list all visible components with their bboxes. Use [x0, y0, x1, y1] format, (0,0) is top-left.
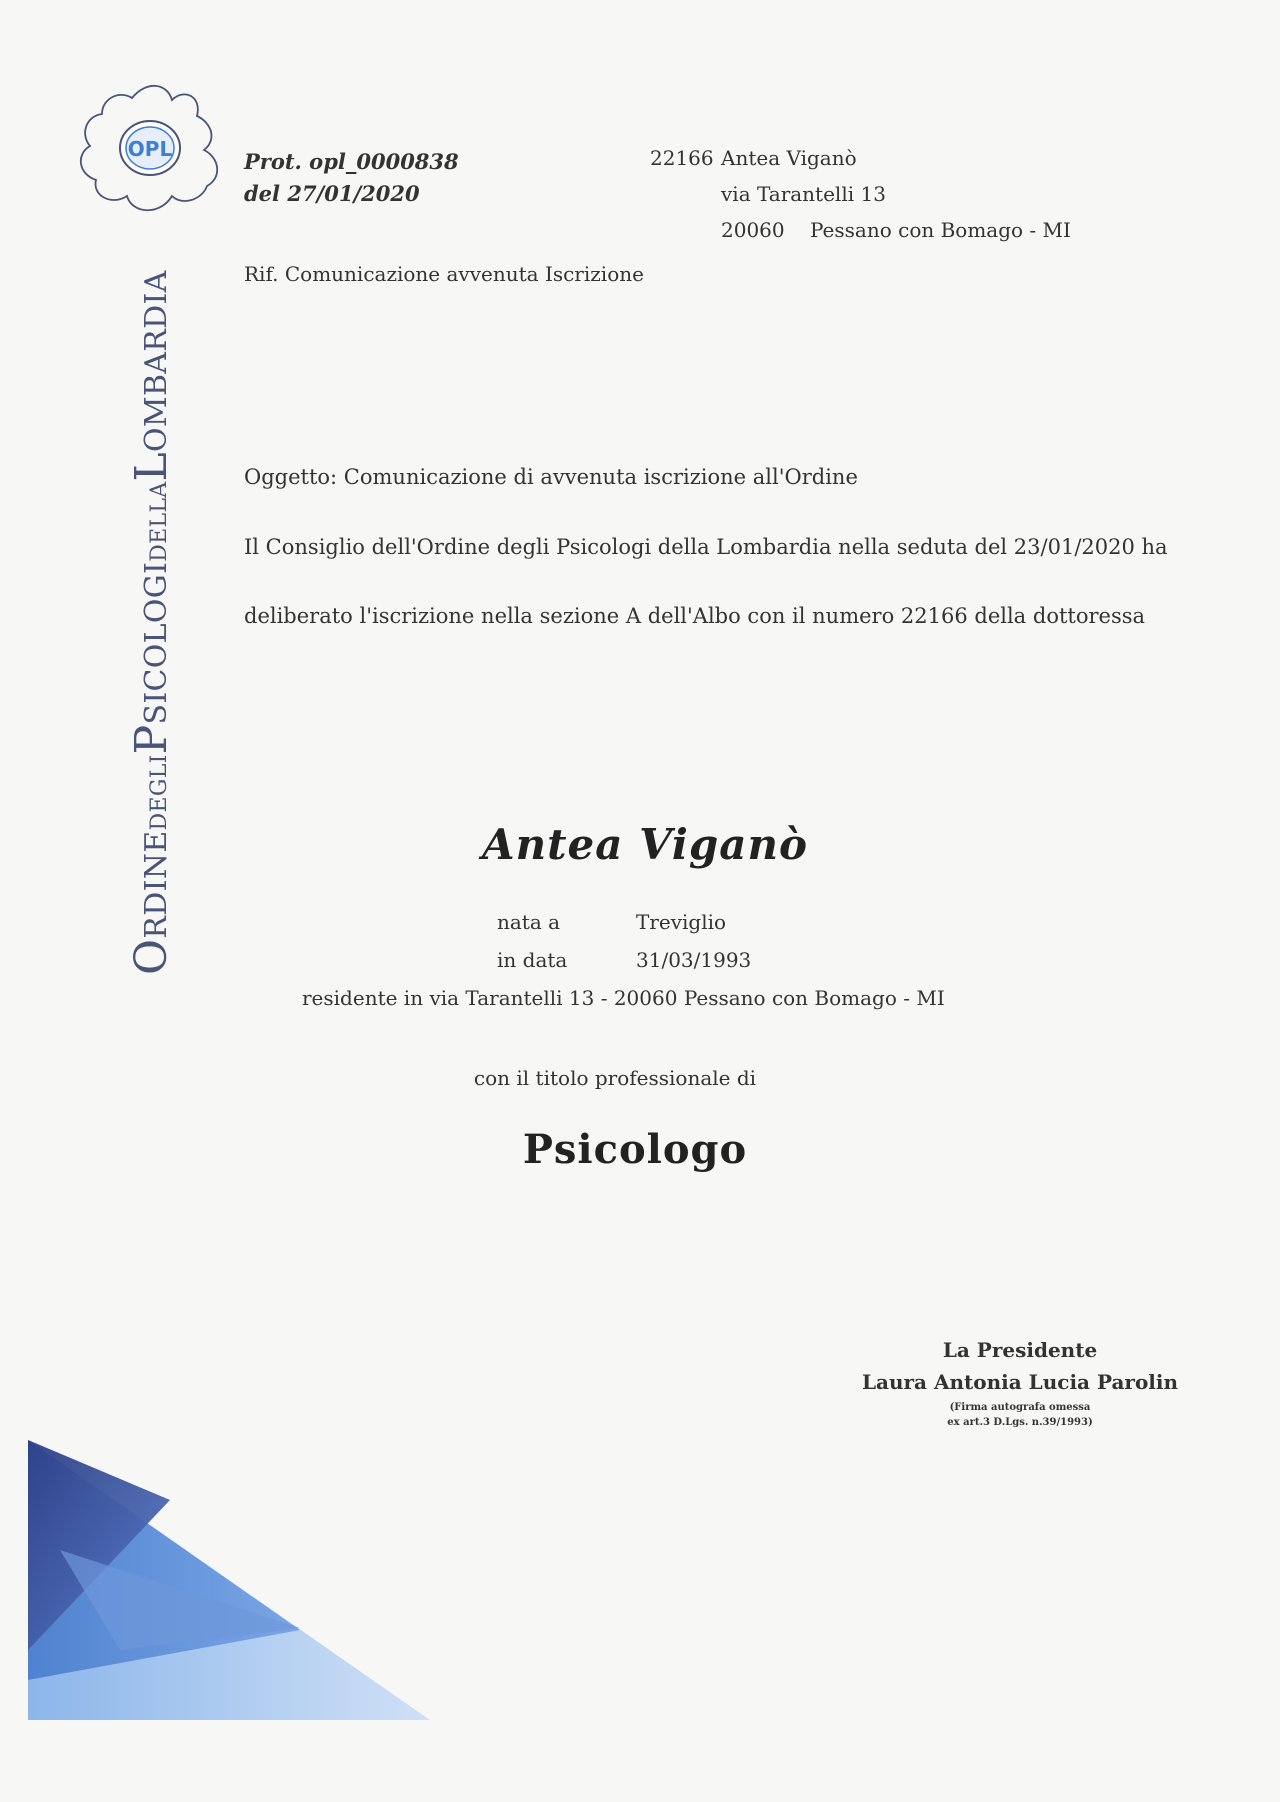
signature-note-2: ex art.3 D.Lgs. n.39/1993) — [947, 1417, 1093, 1428]
org-name-part: O — [126, 938, 177, 975]
org-name-part: SICOLOGI — [139, 561, 174, 725]
recipient-code: 22166 — [650, 146, 714, 170]
signature-name: Laura Antonia Lucia Parolin — [861, 1370, 1179, 1394]
protocol-block — [244, 146, 459, 210]
signature-role: La Presidente — [942, 1338, 1098, 1362]
opl-logo — [72, 78, 224, 218]
recipient-postal-code: 20060 — [721, 218, 785, 242]
birthplace-value: Treviglio — [636, 910, 727, 934]
signature-block — [800, 1338, 1240, 1430]
logo-text: OPL — [127, 137, 173, 161]
recipient-city: Pessano con Bomago - MI — [810, 218, 1071, 242]
decorative-triangles — [0, 1400, 460, 1730]
subject-line: Oggetto: Comunicazione di avvenuta iscrizione all'Ordine — [244, 465, 858, 489]
member-name: Antea Viganò — [481, 820, 808, 869]
org-name-part: P — [126, 724, 177, 755]
protocol-date: del 27/01/2020 — [244, 181, 420, 206]
org-name-part: RDINE — [139, 830, 174, 939]
recipient-name: Antea Viganò — [721, 146, 857, 170]
signature-note-1: (Firma autografa omessa — [949, 1402, 1091, 1413]
org-name-part: OMBARDIA — [139, 270, 174, 452]
birthplace-label: nata a — [497, 910, 561, 934]
organization-name-vertical — [126, 270, 180, 975]
title-intro: con il titolo professionale di — [473, 1066, 757, 1090]
org-name-part: DEGLI — [147, 754, 172, 831]
reference-line: Rif. Comunicazione avvenuta Iscrizione — [244, 262, 644, 286]
org-name-part: DELLA — [147, 481, 172, 562]
birthdate-value: 31/03/1993 — [636, 948, 752, 972]
residence-line: residente in via Tarantelli 13 - 20060 Pessano con Bomago - MI — [302, 986, 945, 1010]
recipient-street: via Tarantelli 13 — [721, 182, 886, 206]
org-name-part: L — [126, 451, 177, 482]
professional-title: Psicologo — [522, 1126, 748, 1173]
body-line-1: Il Consiglio dell'Ordine degli Psicologi della Lombardia nella seduta del 23/01/2020 ha — [244, 535, 1168, 559]
protocol-number: Prot. opl_0000838 — [244, 149, 459, 174]
body-line-2: deliberato l'iscrizione nella sezione A dell'Albo con il numero 22166 della dottoressa — [244, 604, 1146, 628]
birthdate-label: in data — [497, 948, 568, 972]
